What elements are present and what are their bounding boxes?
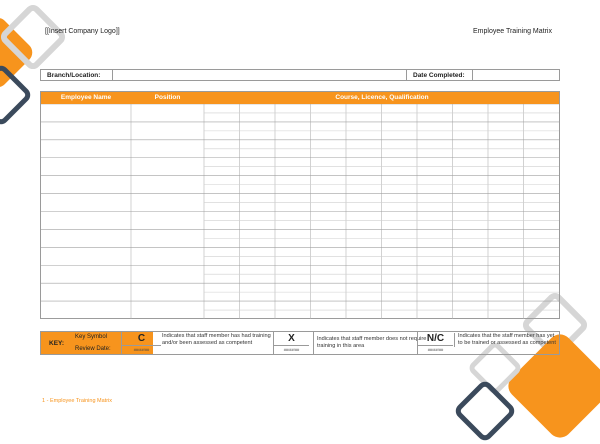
table-header-row [41,92,559,104]
corner-decoration-navy-top-left [0,62,34,127]
key-symbol-x [273,332,309,354]
review-date-nc: ##/##/## [427,347,444,352]
header-course: Course, Licence, Qualification [335,94,429,101]
key-label: KEY: [49,340,65,347]
review-date-x: ##/##/## [283,347,300,352]
training-matrix-table [40,91,560,319]
branch-date-row [40,69,560,81]
page-footer: 1 - Employee Training Matrix [42,398,112,404]
key-symbol-label: Key Symbol [75,334,108,340]
key-legend [40,331,560,355]
symbol-c: C [137,333,146,344]
branch-label: Branch/Location: [41,70,113,80]
review-date-label: Review Date: [75,346,111,352]
key-symbol-nc [417,332,453,354]
company-logo-placeholder: [[Insert Company Logo]] [45,28,120,35]
document-title: Employee Training Matrix [473,28,552,35]
review-date-c: ##/##/## [133,347,150,352]
header-position: Position [154,94,181,101]
header-employee-name: Employee Name [60,94,112,101]
description-c: Indicates that staff member has had training and/or been assessed as competent [162,333,271,346]
matrix-grid [41,104,561,319]
date-completed-input[interactable] [473,70,559,80]
description-nc: Indicates that the staff member has yet to be trained or assessed as competent [454,333,560,347]
description-x: Indicates that staff member does not require training in this area [313,332,427,354]
symbol-x: X [288,333,295,344]
key-symbol-c [121,332,161,354]
branch-input[interactable] [113,70,407,80]
date-completed-label: Date Completed: [407,70,473,80]
symbol-nc: N/C [426,333,445,344]
